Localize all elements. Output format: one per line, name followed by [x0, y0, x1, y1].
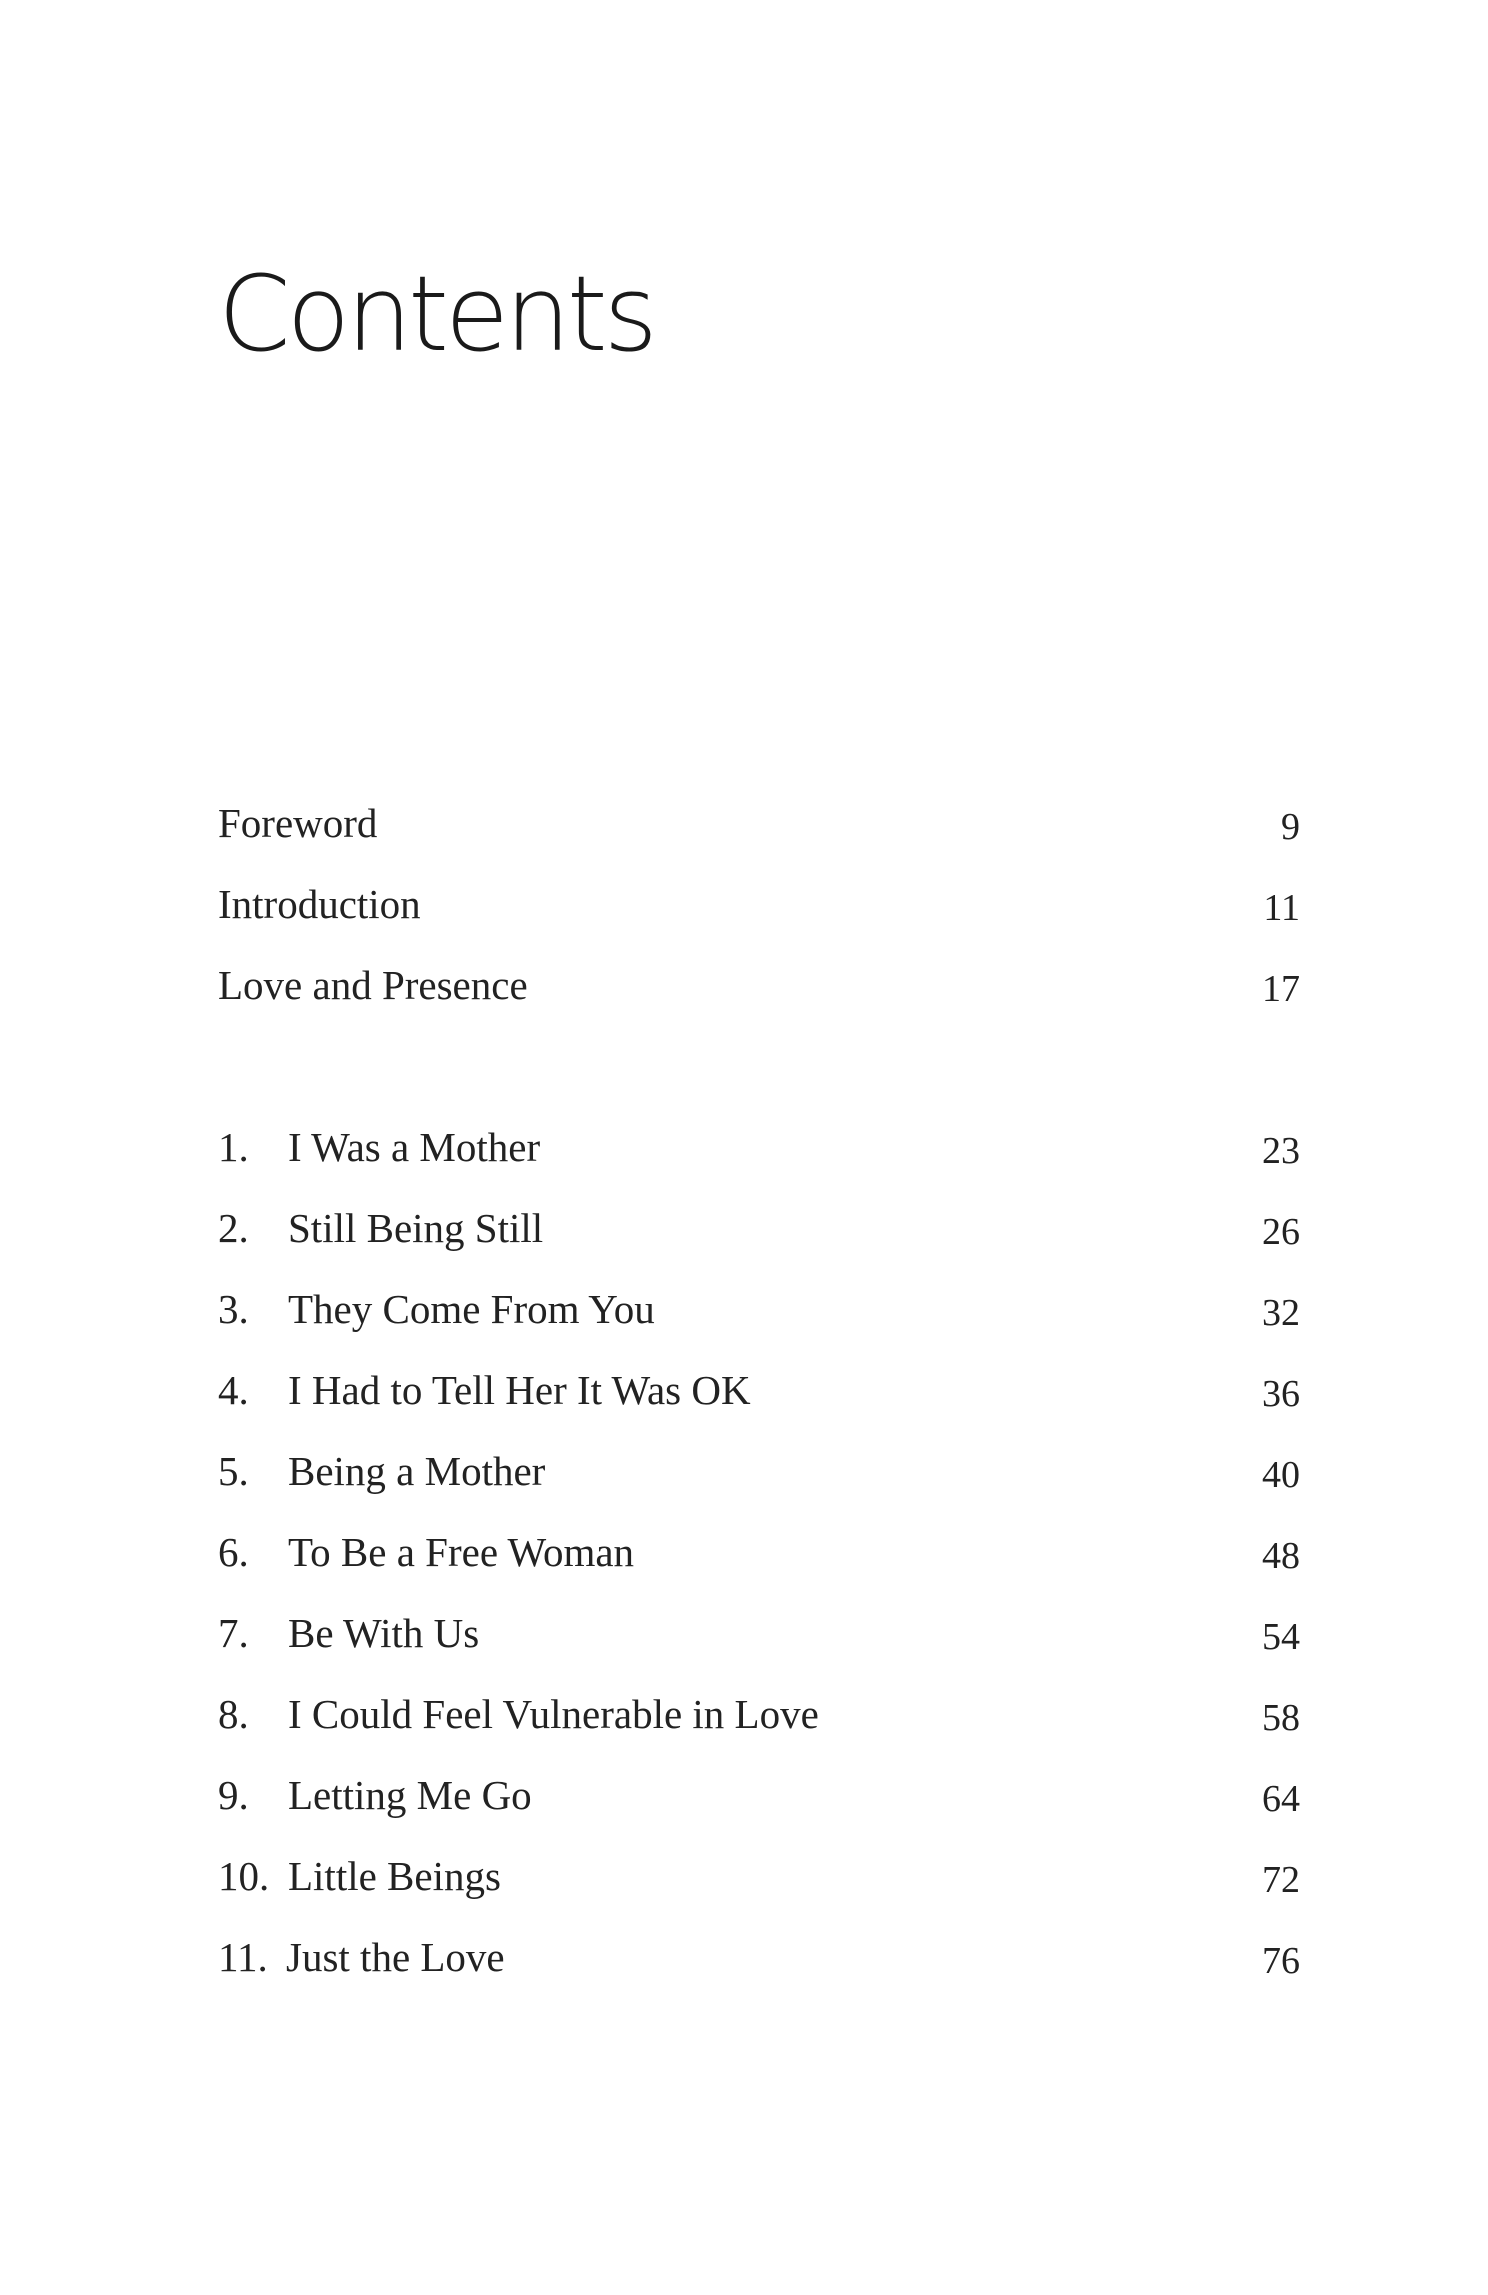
chapter-title: To Be a Free Woman — [288, 1529, 635, 1575]
chapter-title: Being a Mother — [288, 1448, 546, 1494]
toc-entry-page: 17 — [1262, 968, 1300, 1010]
toc-entry-title: Foreword — [218, 800, 378, 846]
toc-chapter-7 — [218, 1603, 1300, 1663]
chapter-title: Letting Me Go — [288, 1772, 532, 1818]
toc-chapter-8 — [218, 1684, 1300, 1744]
toc-entry-introduction — [218, 874, 1300, 934]
chapter-title: Little Beings — [288, 1853, 501, 1899]
chapter-number: 7. — [218, 1610, 249, 1656]
chapter-number: 1. — [218, 1124, 249, 1170]
chapter-number: 9. — [218, 1772, 249, 1818]
toc-entry-foreword — [218, 793, 1300, 853]
toc-chapter-3 — [218, 1279, 1300, 1339]
toc-chapter-2 — [218, 1198, 1300, 1258]
toc-chapter-6 — [218, 1522, 1300, 1582]
chapter-title: They Come From You — [288, 1286, 655, 1332]
chapter-page: 76 — [1262, 1940, 1300, 1982]
chapter-page: 54 — [1262, 1616, 1300, 1658]
toc-entry-title: Love and Presence — [218, 962, 528, 1008]
chapter-page: 26 — [1262, 1211, 1300, 1253]
chapter-title: I Could Feel Vulnerable in Love — [288, 1691, 819, 1737]
chapter-title: I Had to Tell Her It Was OK — [288, 1367, 751, 1413]
toc-entry-title: Introduction — [218, 881, 421, 927]
page-title: Contents — [218, 253, 654, 375]
chapter-page: 64 — [1262, 1778, 1300, 1820]
chapter-number: 3. — [218, 1286, 249, 1332]
chapter-page: 23 — [1262, 1130, 1300, 1172]
chapter-number: 10. — [218, 1853, 270, 1899]
chapter-page: 32 — [1262, 1292, 1300, 1334]
chapter-page: 48 — [1262, 1535, 1300, 1577]
chapter-title: Still Being Still — [288, 1205, 544, 1251]
chapter-page: 72 — [1262, 1859, 1300, 1901]
chapter-title: Just the Love — [286, 1934, 505, 1980]
toc-entry-page: 11 — [1263, 887, 1300, 929]
chapter-number: 8. — [218, 1691, 249, 1737]
toc-entry-love-and-presence — [218, 955, 1300, 1015]
toc-chapter-9 — [218, 1765, 1300, 1825]
chapter-number: 5. — [218, 1448, 249, 1494]
toc-chapter-5 — [218, 1441, 1300, 1501]
chapter-number: 6. — [218, 1529, 249, 1575]
chapter-page: 36 — [1262, 1373, 1300, 1415]
toc-chapter-1 — [218, 1117, 1300, 1177]
chapter-title: Be With Us — [288, 1610, 480, 1656]
chapter-number: 11. — [218, 1934, 268, 1980]
toc-chapter-11 — [218, 1927, 1300, 1987]
toc-chapter-4 — [218, 1360, 1300, 1420]
chapter-number: 4. — [218, 1367, 249, 1413]
chapter-number: 2. — [218, 1205, 249, 1251]
toc-entry-page: 9 — [1281, 806, 1300, 848]
chapter-title: I Was a Mother — [288, 1124, 541, 1170]
toc-chapter-10 — [218, 1846, 1300, 1906]
chapter-page: 40 — [1262, 1454, 1300, 1496]
chapter-page: 58 — [1262, 1697, 1300, 1739]
